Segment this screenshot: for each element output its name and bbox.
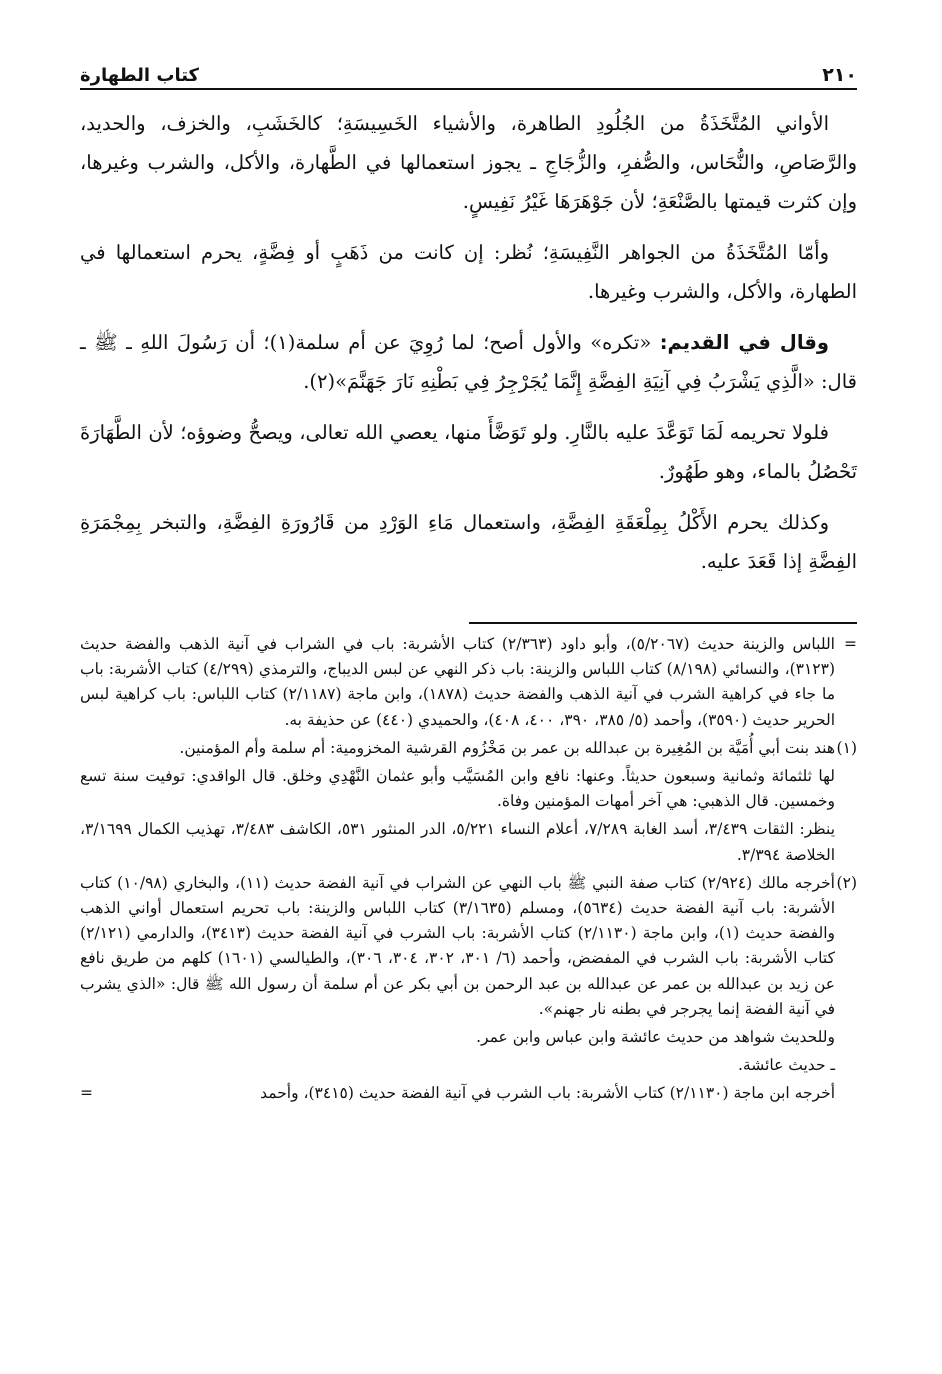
paragraph-precious-vessels: وأمّا المُتَّخَذَةُ من الجواهر النَّفِيسَةِ؛ نُظر: إن كانت من ذَهَبٍ أو فِضَّةٍ، يحرم استعمالها في الطهارة، والأكل، والشرب وغيرها. (80, 241, 857, 303)
paragraph-old-opinion (80, 323, 857, 401)
footnotes (80, 632, 857, 1110)
paragraph-threat: فلولا تحريمه لَمَا تَوَعَّدَ عليه بالنَّارِ. ولو تَوَضَّأَ منها، يعصي الله تعالى، ويصحُّ وضوؤه؛ لأن الطَّهَارَةَ تَحْصُلُ بالماء، وهو طَهُورٌ. (80, 421, 857, 483)
footnote-text: أخرجه ابن ماجة (٢/١١٣٠) كتاب الأشربة: باب الشرب في آنية الفضة حديث (٣٤١٥)، وأحمد (260, 1084, 835, 1103)
paragraph-silver-spoon: وكذلك يحرم الأَكْلُ بِمِلْعَقَةِ الفِضَّةِ، واستعمال مَاءِ الوَرْدِ من قَارُورَةِ الفِضَّةِ، والتبخر بِمِجْمَرَةِ الفِضَّةِ إذا قَعَدَ عليه. (80, 511, 857, 573)
footnote-1 (80, 736, 857, 871)
footnote-divider (469, 622, 857, 624)
footnote-text: اللباس والزينة حديث (٥/٢٠٦٧)، وأبو داود (٢/٣٦٣) كتاب الأشربة: باب في الشراب في آنية الذهب والفضة حديث (٣١٢٣)، والنسائي (٨/١٩٨) كتاب اللباس والزينة: باب ذكر النهي عن لبس الديباج، والترمذي (٤/٢٩٩) كتاب الأشربة: باب ما جاء في كراهية الشرب في آنية الذهب والفضة حديث (١٨٧٨)، وابن ماجة (٢/١١٨٧) كتاب اللباس: باب كراهية لبس الحرير حديث (٣٥٩٠)، وأحمد (٥/ ٣٨٥، ٣٩٠، ٤٠٠، ٤٠٨)، والحميدي (٤٤٠) عن حذيفة به. (80, 635, 836, 729)
footnote-2 (80, 871, 857, 1110)
continuation-mark: = (80, 1084, 93, 1103)
footnote-text: أخرجه مالك (٢/٩٢٤) كتاب صفة النبي ﷺ باب النهي عن الشراب في آنية الفضة حديث (١١)، والبخاري (١٠/٩٨) كتاب الأشربة: باب آنية الفضة حديث (٥٦٣٤)، ومسلم (٣/١٦٣٥) كتاب اللباس والزينة: باب تحريم استعمال أواني الذهب والفضة حديث (١)، وابن ماجة (٢/١١٣٠) كتاب الأشربة: باب الشرب في آنية الفضة حديث (٣٤١٣)، والدارمي (٢/١٢١) كتاب الأشربة: باب الشرب في المفضض، وأحمد (٦/ ٣٠١، ٣٠٢، ٣٠٤، ٣٠٦)، والطيالسي (١٦٠١) كلهم من طريق نافع عن زيد بن عبدالله بن عمر عن عبدالله بن عبد الرحمن بن أبي بكر عن أم سلمة أن رسول الله ﷺ قال: «الذي يشرب في آنية الفضة إنما يجرجر في بطنه نار جهنم». (80, 873, 836, 1018)
footnote-continuation (80, 632, 857, 736)
footnote-text: لها ثلثمائة وثمانية وسبعون حديثاً. وعنها: نافع وابن المُسَيَّب وأبو عثمان النَّهْدِي وخلق. قال الواقدي: توفيت سنة تسع وخمسين. قال الذهبي: هي آخر أمهات المؤمنين وفاة. (80, 767, 835, 811)
footnote-text: ـ حديث عائشة. (738, 1056, 835, 1075)
footnote-text: هند بنت أبي أُمَيَّة بن المُغِيرة بن عبدالله بن عمر بن مَخْزُوم القرشية المخزومية: أم سلمة وأم المؤمنين. (179, 738, 835, 757)
old-opinion-lead: وقال في القديم: (659, 331, 830, 354)
footnote-last-line (80, 1081, 835, 1106)
running-title: كتاب الطهارة (80, 65, 200, 86)
main-text (80, 104, 857, 593)
footnote-number: (١) (836, 738, 857, 757)
footnote-text: وللحديث شواهد من حديث عائشة وابن عباس وابن عمر. (476, 1028, 835, 1047)
continuation-mark: = (844, 635, 857, 653)
paragraph-vessels-permitted: الأواني المُتَّخَذَةُ من الجُلُودِ الطاهرة، والأشياء الخَسِيسَةِ؛ كالخَشَبِ، والخزف، والحديد، والرَّصَاصِ، والنُّحَاس، والصُّفرِ، والزُّجَاجِ ـ يجوز استعمالها في الطَّهارة، والأكل، والشرب وغيرها، وإن كثرت قيمتها بالصَّنْعَةِ؛ لأن جَوْهَرَهَا غَيْرُ نَفِيسٍ. (80, 112, 857, 213)
page-number: ٢١٠ (822, 64, 857, 86)
footnote-number: (٢) (836, 873, 857, 892)
footnote-text: ينظر: الثقات ٣/٤٣٩، أسد الغابة ٧/٢٨٩، أعلام النساء ٥/٢٢١، الدر المنثور ٥٣١، الكاشف ٣/٤٨٣، تهذيب الكمال ٣/١٦٩٩، الخلاصة ٣/٣٩٤. (80, 820, 836, 864)
page-header (80, 58, 857, 90)
old-opinion-text: «تكره» والأول أصح؛ لما رُوِيَ عن أم سلمة(١)؛ أن رَسُولَ اللهِ ـ ﷺ ـ قال: «الَّذِي يَشْرَبُ فِي آنِيَةِ الفِضَّةِ إِنَّمَا يُجَرْجِرُ فِي بَطْنِهِ نَارَ جَهَنَّمَ»(٢). (80, 331, 857, 393)
